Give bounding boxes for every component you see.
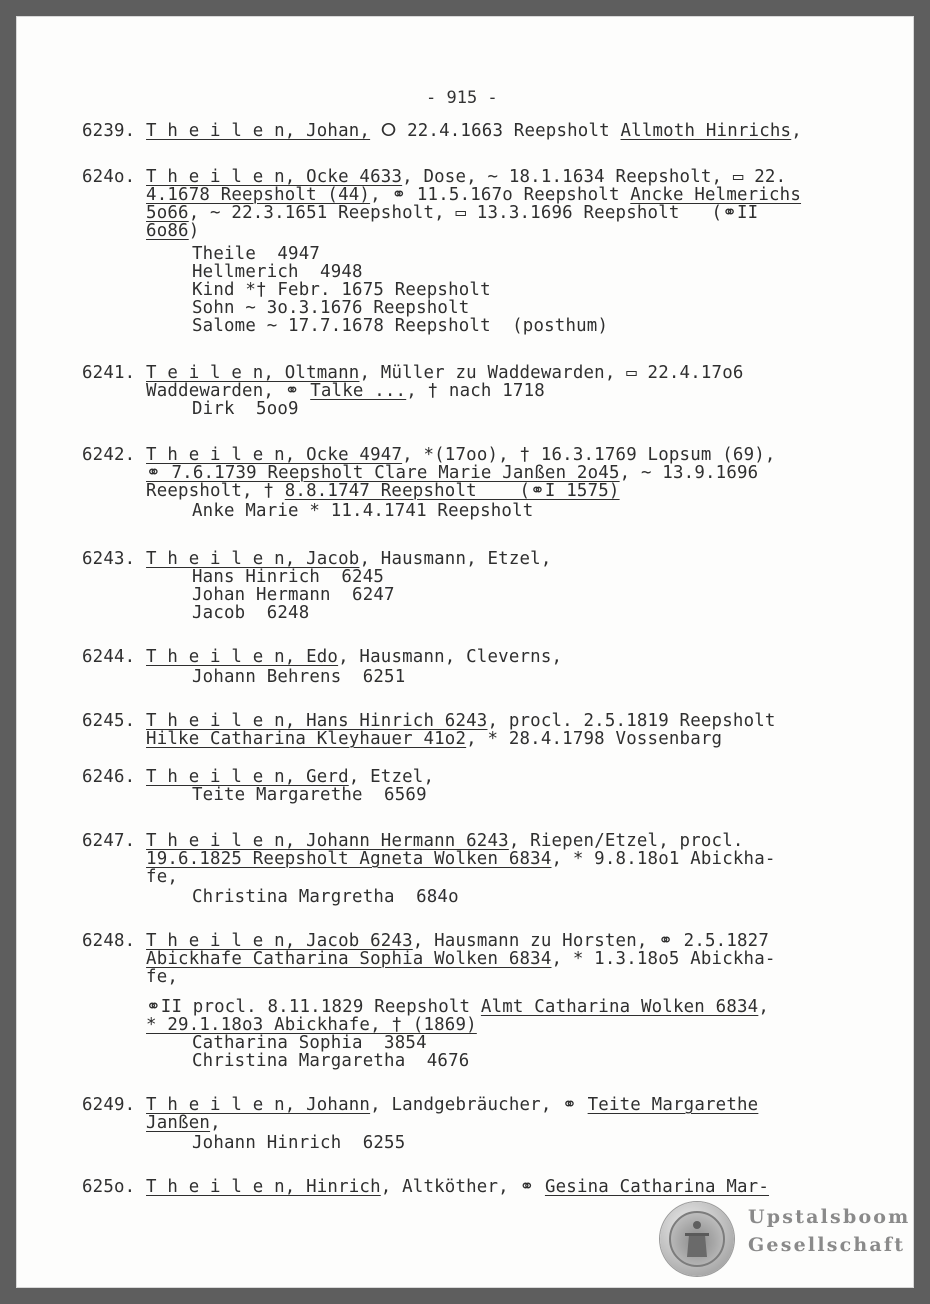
child-line: Anke Marie * 11.4.1741 Reepsholt — [192, 501, 534, 521]
entry-text: 6242. — [82, 445, 147, 465]
underlined-text: Almt Catharina Wolken 6834 — [480, 997, 759, 1017]
entry-text: , procl. 2.5.1819 Reepsholt — [487, 711, 776, 731]
entry-line — [82, 382, 545, 400]
entry-line — [82, 712, 776, 730]
underlined-text: Abickhafe Catharina Sophia Wolken 6834 — [146, 949, 552, 969]
entry-text: , Etzel, — [348, 767, 435, 787]
entry-text: , * 9.8.18o1 Abickha- — [551, 849, 776, 869]
child-line: Dirk 5oo9 — [192, 399, 299, 419]
underlined-text: 8.8.1747 Reepsholt (⚭I 1575) — [284, 481, 620, 501]
underlined-text: * 29.1.18o3 Abickhafe, † (1869) — [146, 1015, 477, 1035]
underlined-text: T h e i l e n, Johann — [146, 1095, 371, 1115]
entry-line — [82, 968, 178, 986]
entry-line — [82, 850, 776, 868]
entry-line — [82, 482, 620, 500]
child-line: Hans Hinrich 6245 — [192, 567, 385, 587]
seal-icon — [660, 1202, 734, 1276]
underlined-text: T h e i l e n, Edo — [146, 647, 339, 667]
child-line: Teite Margarethe 6569 — [192, 785, 427, 805]
watermark-line2: Gesellschaft — [748, 1234, 906, 1256]
entry-text: 6243. — [82, 549, 147, 569]
entry-text: , * 1.3.18o5 Abickha- — [551, 949, 776, 969]
entry-line — [82, 768, 434, 786]
entry-text: , Dose, ~ 18.1.1634 Reepsholt, ▭ 22. — [402, 167, 787, 187]
entry-line — [82, 222, 199, 240]
entry-text: , Altköther, ⚭ — [380, 1177, 545, 1197]
entry-text — [82, 1015, 146, 1035]
entry-text: 6249. — [82, 1095, 147, 1115]
underlined-text: T h e i l e n, Ocke 4633 — [146, 167, 403, 187]
entry-text: 6248. — [82, 931, 147, 951]
underlined-text: T h e i l e n, Jacob 6243 — [146, 931, 413, 951]
entry-text: , Riepen/Etzel, procl. — [508, 831, 744, 851]
entry-text: , ~ 22.3.1651 Reepsholt, ▭ 13.3.1696 Reepsholt (⚭II — [188, 203, 759, 223]
underlined-text: T h e i l e n, Jacob — [146, 549, 360, 569]
entry-text: , * 28.4.1798 Vossenbarg — [466, 729, 723, 749]
entry-text: , Landgebräucher, ⚭ — [370, 1095, 588, 1115]
entry-text — [82, 849, 146, 869]
entry-text: 6245. — [82, 711, 147, 731]
underlined-text: Hilke Catharina Kleyhauer 41o2 — [146, 729, 467, 749]
entry-text — [82, 221, 146, 241]
seal-figure-icon — [683, 1219, 711, 1259]
entry-text: , ⚭ 11.5.167o Reepsholt — [370, 185, 631, 205]
entry-line — [82, 868, 178, 886]
entry-line — [82, 950, 776, 968]
entry-line — [82, 464, 758, 482]
underlined-text: T h e i l e n, Johann Hermann 6243 — [146, 831, 509, 851]
underlined-text: T h e i l e n, Johan, — [146, 121, 371, 141]
entry-text — [82, 729, 146, 749]
underlined-text: 5o66 — [146, 203, 189, 223]
entry-text: , Hausmann, Cleverns, — [338, 647, 563, 667]
entry-line — [82, 122, 802, 140]
underlined-text: Talke ... — [310, 381, 407, 401]
entry-text: , — [791, 121, 802, 141]
entry-text: ⵔ 22.4.1663 Reepsholt — [370, 121, 621, 141]
underlined-text: Gesina Catharina Mar- — [544, 1177, 770, 1197]
child-line: Catharina Sophia 3854 — [192, 1033, 427, 1053]
entry-line — [82, 364, 744, 382]
entry-text — [82, 203, 146, 223]
entry-text: ) — [188, 221, 200, 241]
entry-line — [82, 998, 769, 1016]
entry-text: , — [210, 1113, 221, 1133]
underlined-text: T h e i l e n, Ocke 4947 — [146, 445, 403, 465]
page-number: - 915 - — [426, 88, 498, 108]
entry-line — [82, 446, 776, 464]
entry-text: 6246. — [82, 767, 147, 787]
entry-text: , — [758, 997, 769, 1017]
entry-line — [82, 550, 552, 568]
child-line: Christina Margaretha 4676 — [192, 1051, 470, 1071]
child-line: Hellmerich 4948 — [192, 262, 363, 282]
entry-text: 624o. — [82, 167, 147, 187]
entry-text: 6239. — [82, 121, 147, 141]
document-page — [16, 16, 914, 1288]
child-line: Jacob 6248 — [192, 603, 310, 623]
entry-text: fe, — [82, 867, 179, 887]
underlined-text: T e i l e n, Oltmann — [146, 363, 360, 383]
entry-text — [82, 1113, 146, 1133]
entry-line — [82, 1096, 758, 1114]
child-line: Johann Hinrich 6255 — [192, 1133, 406, 1153]
underlined-text: 4.1678 Reepsholt (44) — [146, 185, 371, 205]
child-line: Christina Margretha 684o — [192, 887, 459, 907]
underlined-text: T h e i l e n, Hans Hinrich 6243 — [146, 711, 488, 731]
entry-text: , † nach 1718 — [406, 381, 545, 401]
entry-text: , Hausmann, Etzel, — [359, 549, 552, 569]
entry-text: 625o. — [82, 1177, 147, 1197]
watermark-logo — [660, 1200, 911, 1278]
entry-text — [82, 949, 146, 969]
underlined-text: Ancke Helmerichs — [630, 185, 802, 205]
child-line: Johann Behrens 6251 — [192, 667, 406, 687]
entry-text: , *(17oo), † 16.3.1769 Lopsum (69), — [402, 445, 776, 465]
entry-text: 6244. — [82, 647, 147, 667]
entry-line — [82, 1016, 477, 1034]
child-line: Theile 4947 — [192, 244, 321, 264]
underlined-text: ⚭ 7.6.1739 Reepsholt Clare Marie Janßen 2o45 — [146, 463, 620, 483]
entry-line — [82, 648, 562, 666]
underlined-text: T h e i l e n, Hinrich — [146, 1177, 381, 1197]
entry-line — [82, 1178, 769, 1196]
child-line: Salome ~ 17.7.1678 Reepsholt (posthum) — [192, 316, 609, 336]
entry-text: Reepsholt, † — [82, 481, 285, 501]
entry-text: fe, — [82, 967, 179, 987]
entry-line — [82, 832, 744, 850]
underlined-text: T h e i l e n, Gerd — [146, 767, 349, 787]
entry-line — [82, 1114, 221, 1132]
entry-text: 6247. — [82, 831, 147, 851]
entry-line — [82, 204, 758, 222]
child-line: Sohn ~ 3o.3.1676 Reepsholt — [192, 298, 470, 318]
underlined-text: Janßen — [146, 1113, 211, 1133]
entry-line — [82, 168, 786, 186]
entry-line — [82, 932, 769, 950]
entry-text — [82, 185, 146, 205]
child-line: Johan Hermann 6247 — [192, 585, 395, 605]
entry-line — [82, 730, 722, 748]
entry-line — [82, 186, 801, 204]
watermark-line1: Upstalsboom — [748, 1206, 911, 1228]
entry-text: ⚭II procl. 8.11.1829 Reepsholt — [82, 997, 481, 1017]
entry-text — [82, 463, 146, 483]
underlined-text: 6o86 — [146, 221, 189, 241]
underlined-text: Teite Margarethe — [587, 1095, 759, 1115]
underlined-text: 19.6.1825 Reepsholt Agneta Wolken 6834 — [146, 849, 552, 869]
entry-text: 6241. — [82, 363, 147, 383]
child-line: Kind *† Febr. 1675 Reepsholt — [192, 280, 491, 300]
underlined-text: Allmoth Hinrichs — [620, 121, 792, 141]
entry-text: , Hausmann zu Horsten, ⚭ 2.5.1827 — [412, 931, 770, 951]
entry-text: , Müller zu Waddewarden, ▭ 22.4.17o6 — [359, 363, 744, 383]
entry-text: Waddewarden, ⚭ — [82, 381, 311, 401]
entry-text: , ~ 13.9.1696 — [619, 463, 759, 483]
